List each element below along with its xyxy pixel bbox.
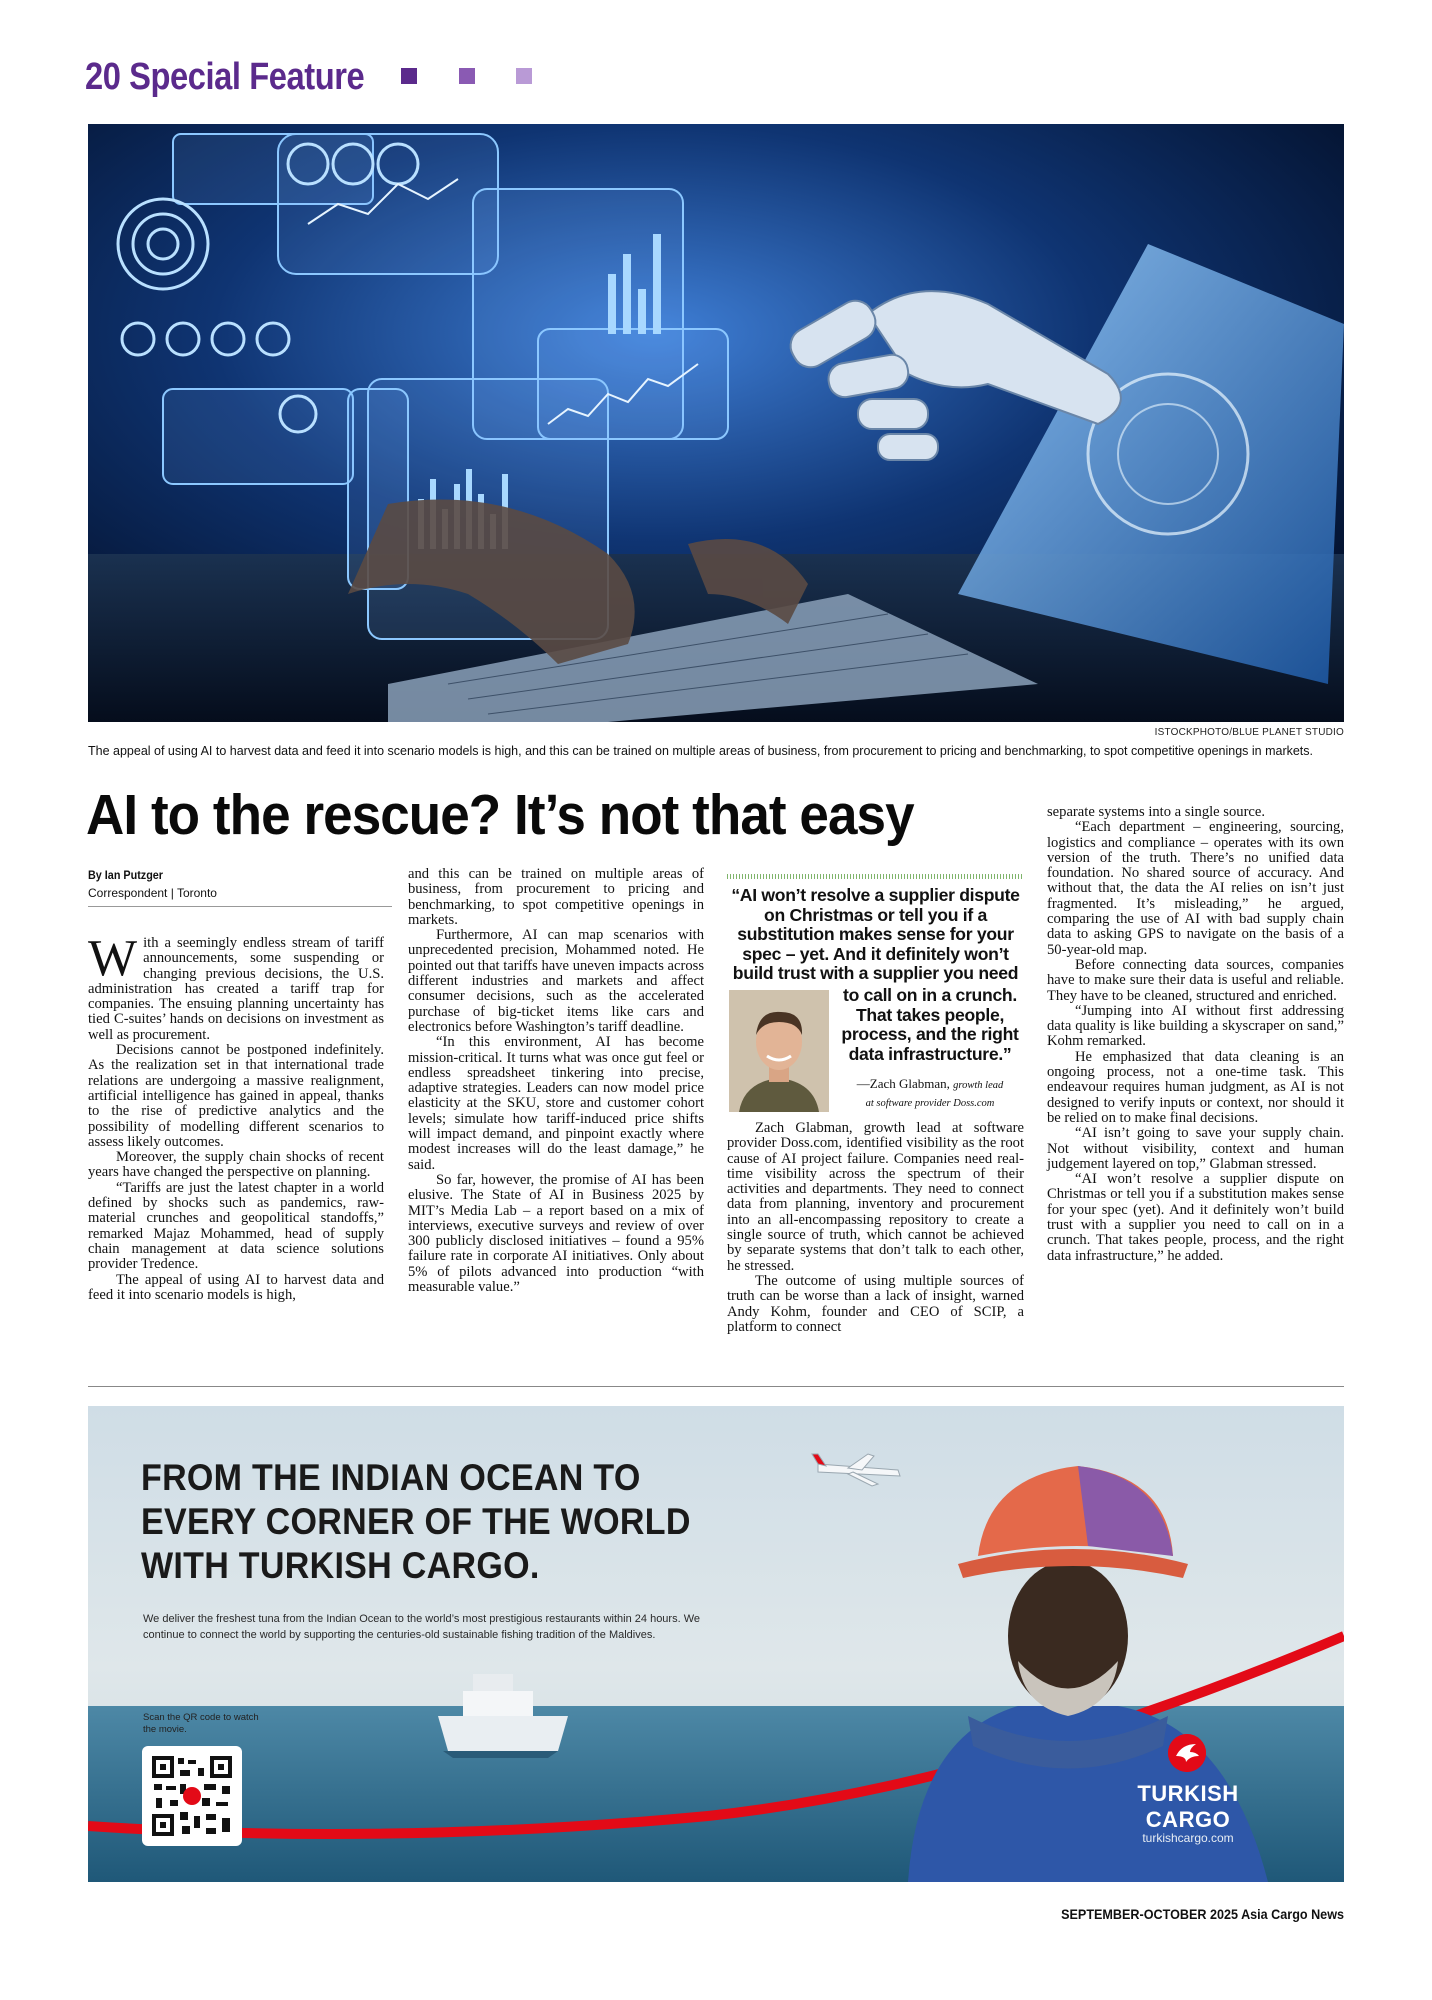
article-paragraph: So far, however, the promise of AI has been elusive. The State of AI in Business 2025 by MIT’s Media Lab – a report based on a mix of interviews, executive surveys and review of over 300 publicly disclosed initiatives – found a 95% failure rate in corporate AI initiatives. Only about 5% of pilots advanced into production “with measurable value.”	[408, 1171, 704, 1296]
paragraph-text: ith a seemingly endless stream of tariff announcements, some suspending or changing previous decisions, the U.S. administration has created a tariff trap for companies. The ensuing planning uncertainty has tied C-suites’ hands on decisions on investment as well as procurement.	[88, 935, 384, 1043]
qr-code[interactable]	[142, 1746, 242, 1846]
portrait-illustration	[729, 990, 829, 1112]
article-paragraph: “Tariffs are just the latest chapter in a world defined by shocks such as pandemics, raw-material crunches and geopolitical standoffs,” remarked Majaz Mohammed, head of supply chain management at data science solutions provider Tredence.	[88, 1179, 384, 1273]
byline	[88, 866, 392, 902]
attribution-company: at software provider Doss.com	[865, 1098, 995, 1109]
drop-cap: W	[88, 930, 138, 987]
article-paragraph: Moreover, the supply chain shocks of recent years have changed the perspective on planning.	[88, 1149, 384, 1181]
accent-square-1	[401, 68, 417, 84]
ad-headline-line: FROM THE INDIAN OCEAN TO	[141, 1457, 641, 1498]
article-paragraph: He emphasized that data cleaning is an ongoing process, not a one-time task. This endeavour requires human judgment, as AI is not designed to verify inputs or context, nor should it be relied on to make final decisions.	[1047, 1048, 1344, 1126]
ad-brand-name: TURKISH CARGO	[1137, 1781, 1239, 1832]
section-header	[85, 52, 410, 102]
article-paragraph: “AI won’t resolve a supplier dispute on Christmas or tell you if a substitution makes sense for your spec (yet). And it definitely won’t build trust with a supplier you need to call on in a crunch. That takes people, process, and the right data infrastructure,” he added.	[1047, 1171, 1344, 1264]
byline-role: Correspondent | Toronto	[88, 886, 217, 900]
pull-quote-attribution	[835, 1076, 1025, 1112]
article-paragraph: separate systems into a single source.	[1047, 804, 1266, 820]
pull-quote: “AI won’t resolve a supplier dispute on Christmas or tell you if a substitution makes sense for your spec – yet. And it definitely won’t build trust with a supplier you need	[731, 885, 1020, 983]
section-divider	[88, 1386, 1344, 1387]
hero-image	[88, 124, 1344, 722]
ad-headline	[141, 1456, 711, 1588]
byline-divider	[88, 906, 392, 907]
ad-headline-line: WITH TURKISH CARGO.	[141, 1545, 540, 1586]
ad-website-link[interactable]: turkishcargo.com	[1142, 1831, 1234, 1845]
article-column-2	[408, 867, 704, 1295]
photo-caption: The appeal of using AI to harvest data and feed it into scenario models is high, and this can be trained on multiple areas of business, from procurement to pricing and benchmarking, to spot competitive openings in markets.	[88, 744, 1313, 758]
qr-code-label: Scan the QR code to watch the movie.	[143, 1712, 259, 1735]
attribution-name: —Zach Glabman,	[856, 1076, 950, 1091]
qr-code-icon	[142, 1746, 242, 1846]
accent-square-2	[459, 68, 475, 84]
byline-name: By Ian Putzger	[88, 868, 164, 882]
pull-quote-continued: to call on in a crunch. That takes people, process, and the right data infrastructure.”	[841, 985, 1019, 1064]
article-paragraph: Zach Glabman, growth lead at software provider Doss.com, identified visibility as the root cause of AI project failure. Companies need real-time visibility across the spectrum of their activities and departments. They need to connect data from planning, inventory and procurement into an all-encompassing repository to create a single source of truth, which cannot be achieved by separate systems that don’t talk to each other, he stressed.	[727, 1120, 1024, 1274]
article-paragraph: The appeal of using AI to harvest data and feed it into scenario models is high,	[88, 1271, 384, 1303]
article-column-4	[1047, 805, 1344, 1264]
accent-square-3	[516, 68, 532, 84]
article-paragraph: “Each department – engineering, sourcing, logistics and compliance – operates with its own version of the truth. There’s no unified data foundation. No shared source of accuracy. And without that, the data the AI relies on isn’t just fragmented. It’s misleading,” he argued, comparing the use of AI with bad supply chain data to asking GPS to navigate on the basis of a 50-year-old map.	[1047, 819, 1344, 958]
article-paragraph: The outcome of using multiple sources of truth can be worse than a lack of insight, warned Andy Kohm, founder and CEO of SCIP, a platform to connect	[727, 1272, 1024, 1335]
article-paragraph: Before connecting data sources, companies have to make sure their data is useful and reliable. They have to be cleaned, structured and enriched.	[1047, 956, 1344, 1004]
page-footer-issue: SEPTEMBER-OCTOBER 2025 Asia Cargo News	[1061, 1906, 1344, 1922]
hero-illustration	[88, 124, 1344, 722]
ad-headline-line: EVERY CORNER OF THE WORLD	[141, 1501, 691, 1542]
bird-logo-icon	[1168, 1734, 1206, 1772]
article-column-3	[727, 1121, 1024, 1335]
attribution-role: growth lead	[953, 1080, 1004, 1091]
article-headline: AI to the rescue? It’s not that easy	[86, 783, 914, 847]
article-paragraph	[88, 930, 384, 1043]
turkish-cargo-logo-icon	[1168, 1734, 1206, 1772]
article-paragraph: “In this environment, AI has become mission-critical. It turns what was once gut feel or endless spreadsheet tinkering into precise, adaptive strategies. Leaders can now model price elasticity at the SKU, store and customer cohort levels; simulate how tariff-induced price shifts will impact demand, and pinpoint exactly where modest increases will do the least damage,” he said.	[408, 1034, 704, 1173]
article-paragraph: and this can be trained on multiple areas of business, from procurement to pricing and benchmarking, to spot competitive openings in markets.	[408, 866, 704, 928]
photo-credit: ISTOCKPHOTO/BLUE PLANET STUDIO	[1154, 727, 1344, 738]
article-column-1	[88, 930, 384, 1303]
headshot-photo	[729, 990, 829, 1112]
pull-quote-rule	[727, 874, 1024, 879]
article-paragraph: Decisions cannot be postponed indefinitely. As the realization set in that international trade relations are undergoing a massive realignment, artificial intelligence has gained in appeal, thanks to the rise of predictive analytics and the possibility of modelling different scenarios to assess likely outcomes.	[88, 1042, 384, 1150]
page-section-title: 20 Special Feature	[85, 55, 365, 98]
article-paragraph: “Jumping into AI without first addressing data quality is like building a skyscraper on sand,” Kohm remarked.	[1047, 1002, 1344, 1050]
article-paragraph: Furthermore, AI can map scenarios with unprecedented precision, Mohammed noted. He pointed out that tariffs have uneven impacts across different industries and markets and affect consumer decisions, such as the accelerated purchase of big-ticket items like cars and electronics before Washington’s tariff deadline.	[408, 927, 704, 1035]
ad-body-text: We deliver the freshest tuna from the Indian Ocean to the world’s most prestigious restaurants within 24 hours. We continue to connect the world by supporting the centuries-old sustainable fishing tradition of the Maldives.	[143, 1613, 701, 1641]
turkish-cargo-advertisement	[88, 1406, 1344, 1882]
article-paragraph: “AI isn’t going to save your supply chain. Not without visibility, context and human judgement layered on top,” Glabman stressed.	[1047, 1125, 1344, 1172]
